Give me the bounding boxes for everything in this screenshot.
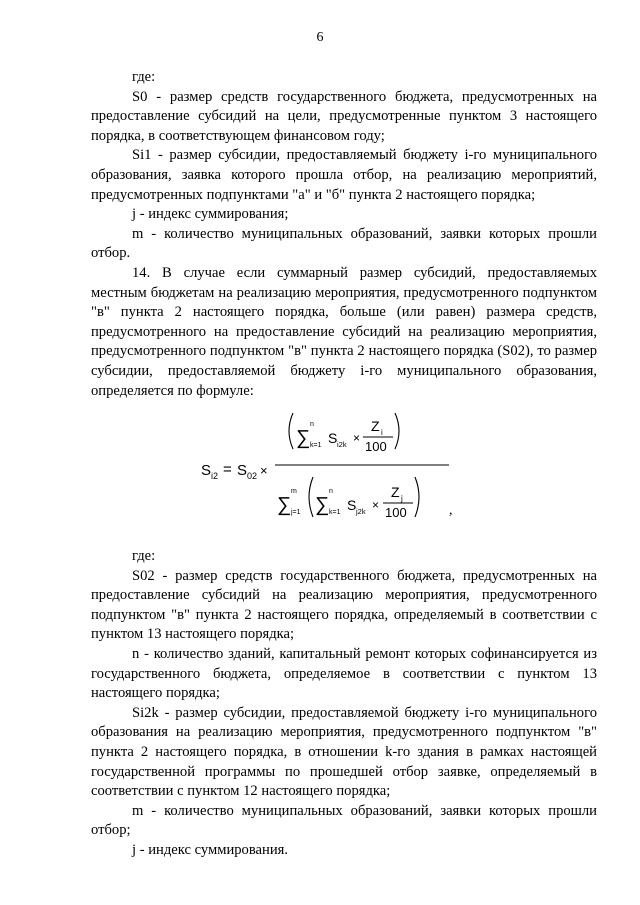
denominator-inner-sum-upper: n xyxy=(329,488,333,496)
paragraph-s0-definition: S0 - размер средств государственного бюджета, предусмотренных на предоставление субсидий на цели, предусмотренные пунктом 3 настоящего порядка, в соответствующем финансовом году; xyxy=(91,88,597,144)
paragraph-item-14: 14. В случае если суммарный размер субсидий, предоставляемых местным бюджетам на реализацию мероприятия, предусмотренного подпунктом "в" пункта 2 настоящего порядка, больше (или равен) размера средств, предусмотренного на предоставление субсидий на реализацию мероприятия, предусмотренного подпунктом "в" пункта 2 настоящего порядка (S02), то размер субсидии, предоставляемой бюджету i-го муниципального образования, определяется по формуле: xyxy=(91,264,597,399)
numerator-s: S xyxy=(328,430,338,447)
numerator-sum-sign: ∑ xyxy=(296,427,311,450)
denominator-outer-sum-sign: ∑ xyxy=(277,494,292,517)
numerator-sum-upper: n xyxy=(310,421,314,429)
document-body xyxy=(91,68,597,861)
denominator-hundred: 100 xyxy=(385,505,407,521)
paragraph-n-definition: n - количество зданий, капитальный ремонт которых софинансируется из государственного бюджета, определяемое в соответствии с пунктом 13 настоящего порядка; xyxy=(91,646,597,702)
formula-times: × xyxy=(260,463,268,479)
denominator-outer-sum-lower: j=1 xyxy=(291,509,301,517)
formula-comma: , xyxy=(449,503,453,519)
numerator-times: × xyxy=(353,431,361,446)
formula-lhs-sub: i2 xyxy=(211,471,219,482)
denominator-times: × xyxy=(372,498,380,513)
formula-equals: = xyxy=(223,461,232,479)
paragraph-m-definition: m - количество муниципальных образований, заявки которых прошли отбор. xyxy=(91,225,597,262)
denominator-s: S xyxy=(347,497,357,514)
paragraph-si1-definition: Si1 - размер субсидии, предоставляемый бюджету i-го муниципального образования, заявка которого прошла отбор, на реализацию мероприятий, предусмотренных подпунктами "а" и "б" пункта 2 настоящего порядка; xyxy=(91,147,597,203)
numerator-z: Z xyxy=(371,418,380,435)
numerator-left-paren xyxy=(289,413,293,449)
page-number: 6 xyxy=(316,30,324,45)
numerator-s-sub: i2k xyxy=(337,440,347,450)
paragraph-where-2: где: xyxy=(132,548,156,565)
formula-coef: S xyxy=(237,462,248,480)
denominator-right-paren xyxy=(415,477,419,517)
denominator-s-sub: j2k xyxy=(356,507,366,517)
denominator-left-paren xyxy=(309,477,313,517)
subsidy-formula xyxy=(201,407,461,533)
paragraph-s02-definition: S02 - размер средств государственного бюджета, предусмотренных на предоставление субсидий на реализацию мероприятия, предусмотренного подпунктом "в" пункта 2 настоящего порядка, определяемый в соответствии с пунктом 13 настоящего порядка; xyxy=(91,567,597,643)
paragraph-si2k-definition: Si2k - размер субсидии, предоставляемой бюджету i-го муниципального образования на реализацию мероприятия, предусмотренного подпунктом "в" пункта 2 настоящего порядка, в отношении k-го здания в рамках настоящей государственной программы по прошедшей отбор заявке, определяемый в соответствии с пунктом 12 настоящего порядка; xyxy=(91,704,597,800)
formula-lhs: S xyxy=(201,462,212,480)
paragraph-where: где: xyxy=(132,69,156,85)
paragraph-j-definition-2: j - индекс суммирования. xyxy=(132,842,289,858)
formula-block xyxy=(91,407,597,533)
denominator-outer-sum-upper: m xyxy=(291,488,297,496)
numerator-right-paren xyxy=(395,413,399,449)
denominator-z: Z xyxy=(391,484,400,501)
numerator-hundred: 100 xyxy=(365,439,387,455)
formula-coef-sub: 02 xyxy=(247,471,258,482)
denominator-inner-sum-sign: ∑ xyxy=(315,494,330,517)
denominator-z-sub: j xyxy=(401,494,403,504)
numerator-z-sub: i xyxy=(381,428,383,438)
numerator-sum-lower: k=1 xyxy=(310,442,322,450)
paragraph-j-definition: j - индекс суммирования; xyxy=(132,206,289,223)
denominator-inner-sum-lower: k=1 xyxy=(329,509,341,517)
paragraph-m-definition-2: m - количество муниципальных образований, заявки которых прошли отбор; xyxy=(91,802,597,839)
